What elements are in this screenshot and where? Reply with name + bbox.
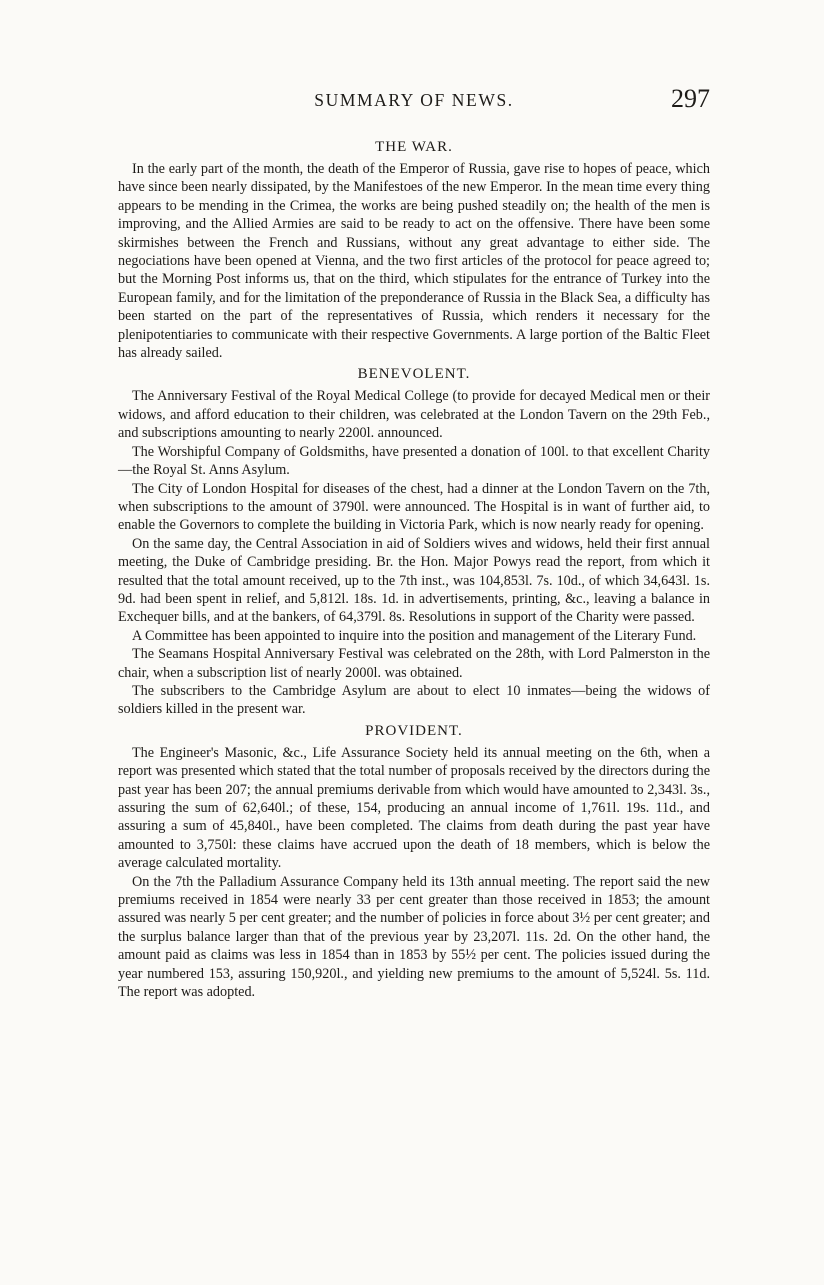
section-heading-benevolent: BENEVOLENT. <box>357 366 471 383</box>
paragraph: A Committee has been appointed to inquire into the position and management of the Literary Fund. <box>132 627 697 644</box>
paragraph: On the same day, the Central Association in aid of Soldiers wives and widows, held their first annual meeting, the Duke of Cambridge presiding. Br. the Hon. Major Powys read the report, from which it resulted that the total amount received, up to the 7th inst., was 104,853l. 7s. 10d., of which 34,643l. 1s. 9d. had been spent in relief, and 5,812l. 18s. 1d. in advertisements, printing, &c., leaving a balance in Exchequer bills, and at the bankers, of 64,379l. 8s. Resolutions in support of the Charity were passed. <box>118 535 710 626</box>
article-body <box>118 136 710 1001</box>
section-heading-war: THE WAR. <box>375 139 453 155</box>
paragraph: The City of London Hospital for diseases of the chest, had a dinner at the London Tavern on the 7th, when subscriptions to the amount of 3790l. were announced. The Hospital is in want of further aid, to enable the Governors to complete the building in Victoria Park, which is now nearly ready for opening. <box>118 480 710 534</box>
running-head <box>118 84 710 118</box>
paragraph: In the early part of the month, the death of the Emperor of Russia, gave rise to hopes of peace, which have since been nearly dissipated, by the Manifestoes of the new Emperor. In the mean time every thing appears to be mending in the Crimea, the works are being pushed steadily on; the health of the men is improving, and the Allied Armies are said to be ready to act on the offensive. There have been some skirmishes between the French and Russians, without any great advantage to either side. The negociations have been opened at Vienna, and the two first articles of the protocol for peace agreed to; but the Morning Post informs us, that on the third, which stipulates for the entrance of Turkey into the European family, and for the limitation of the preponderance of Russia in the Black Sea, a difficulty has been started on the part of the representatives of Russia, which renders it necessary for the plenipotentiaries to communicate with their respective Governments. A large portion of the Baltic Fleet has already sailed. <box>118 161 710 362</box>
paragraph: On the 7th the Palladium Assurance Company held its 13th annual meeting. The report said the new premiums received in 1854 were nearly 33 per cent greater than those received in 1853; the amount assured was nearly 5 per cent greater; and the number of policies in force about 3½ per cent greater; and the surplus balance larger than that of the previous year by 23,207l. 11s. 2d. On the other hand, the amount paid as claims was less in 1854 than in 1853 by 55½ per cent. The policies issued during the year numbered 153, assuring 150,920l., and yielding new premiums to the amount of 5,524l. 5s. 11d. The report was adopted. <box>118 873 710 1001</box>
paragraph: The Anniversary Festival of the Royal Medical College (to provide for decayed Medical men or their widows, and afford education to their children, was celebrated at the London Tavern on the 29th Feb., and subscriptions amounting to nearly 2200l. announced. <box>118 388 710 442</box>
section-heading-provident: PROVIDENT. <box>365 722 463 739</box>
paragraph: The Engineer's Masonic, &c., Life Assurance Society held its annual meeting on the 6th, when a report was presented which stated that the total number of proposals received by the directors during the past year has been 207; the annual premiums derivable from which would have amounted to 2,343l. 3s., assuring the sum of 62,640l.; of these, 154, producing an annual income of 1,761l. 19s. 11d., and assuring a sum of 45,840l., have been completed. The claims from death during the past year have amounted to 3,750l: these claims have accrued upon the death of 18 members, which is below the average calculated mortality. <box>118 744 710 872</box>
page-number: 297 <box>671 84 710 113</box>
paragraph: The subscribers to the Cambridge Asylum are about to elect 10 inmates—being the widows of soldiers killed in the present war. <box>118 682 710 718</box>
paragraph: The Seamans Hospital Anniversary Festival was celebrated on the 28th, with Lord Palmerston in the chair, when a subscription list of nearly 2000l. was obtained. <box>118 646 710 681</box>
running-title: SUMMARY OF NEWS. <box>314 90 514 110</box>
paragraph: The Worshipful Company of Goldsmiths, have presented a donation of 100l. to that excellent Charity—the Royal St. Anns Asylum. <box>118 443 710 479</box>
